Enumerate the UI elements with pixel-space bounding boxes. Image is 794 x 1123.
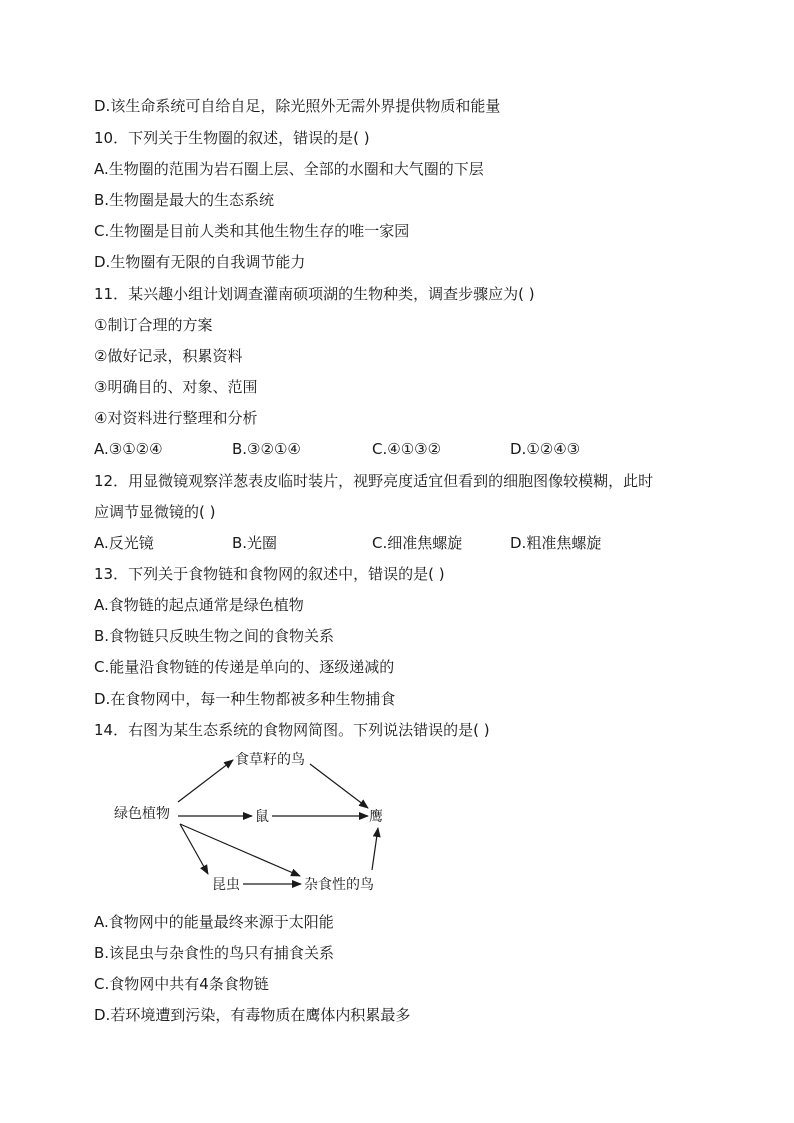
arrow-plant-to-seed-bird xyxy=(178,760,233,802)
q13-option-d: D.在食物网中，每一种生物都被多种生物捕食 xyxy=(94,690,396,708)
q10-option-a: A.生物圈的范围为岩石圈上层、全部的水圈和大气圈的下层 xyxy=(94,160,484,178)
q13-option-c: C.能量沿食物链的传递是单向的、逐级递减的 xyxy=(94,658,395,676)
q14-option-a: A.食物网中的能量最终来源于太阳能 xyxy=(94,913,334,931)
arrow-omni-bird-to-eagle xyxy=(372,828,378,870)
q13-option-a: A.食物链的起点通常是绿色植物 xyxy=(94,596,304,614)
q11-stem: 11．某兴趣小组计划调查灌南硕项湖的生物种类，调查步骤应为( ) xyxy=(94,285,535,303)
q11-option-c: C.④①③② xyxy=(372,440,442,458)
node-green-plant: 绿色植物 xyxy=(114,806,170,822)
q10-option-b: B.生物圈是最大的生态系统 xyxy=(94,191,275,209)
q10-option-c: C.生物圈是目前人类和其他生物生存的唯一家园 xyxy=(94,222,410,240)
q13-stem: 13．下列关于食物链和食物网的叙述中，错误的是( ) xyxy=(94,565,445,583)
q11-option-d: D.①②④③ xyxy=(510,440,581,458)
q14-stem: 14．右图为某生态系统的食物网简图。下列说法错误的是( ) xyxy=(94,721,490,739)
q11-option-b: B.③②①④ xyxy=(232,440,301,458)
q13-option-b: B.食物链只反映生物之间的食物关系 xyxy=(94,627,335,645)
q11-option-a: A.③①②④ xyxy=(94,440,163,458)
node-eagle: 鹰 xyxy=(369,809,383,825)
q11-step-4: ④对资料进行整理和分析 xyxy=(94,409,258,427)
q12-stem-line2: 应调节显微镜的( ) xyxy=(94,503,216,521)
node-mouse: 鼠 xyxy=(255,809,269,825)
q11-step-2: ②做好记录，积累资料 xyxy=(94,347,243,365)
q12-option-b: B.光圈 xyxy=(232,534,278,552)
arrow-plant-to-insect xyxy=(180,824,208,874)
q14-option-b: B.该昆虫与杂食性的鸟只有捕食关系 xyxy=(94,944,335,962)
q14-option-d: D.若环境遭到污染，有毒物质在鹰体内积累最多 xyxy=(94,1006,411,1024)
food-web-diagram xyxy=(100,740,400,900)
node-seed-eating-bird: 食草籽的鸟 xyxy=(235,752,305,768)
q12-option-d: D.粗准焦螺旋 xyxy=(510,534,602,552)
q10-option-d: D.生物圈有无限的自我调节能力 xyxy=(94,253,306,271)
arrow-plant-to-omni-bird xyxy=(180,824,300,876)
node-omnivorous-bird: 杂食性的鸟 xyxy=(304,877,374,893)
q12-option-a: A.反光镜 xyxy=(94,534,154,552)
arrow-seed-bird-to-eagle xyxy=(310,764,368,808)
q12-stem-line1: 12．用显微镜观察洋葱表皮临时装片，视野亮度适宜但看到的细胞图像较模糊，此时 xyxy=(94,472,654,490)
q10-stem: 10．下列关于生物圈的叙述，错误的是( ) xyxy=(94,129,370,147)
q12-option-c: C.细准焦螺旋 xyxy=(372,534,463,552)
q14-option-c: C.食物网中共有4条食物链 xyxy=(94,975,269,993)
q11-step-1: ①制订合理的方案 xyxy=(94,316,213,334)
q9-option-d: D.该生命系统可自给自足，除光照外无需外界提供物质和能量 xyxy=(94,97,501,115)
node-insect: 昆虫 xyxy=(212,877,240,893)
q11-step-3: ③明确目的、对象、范围 xyxy=(94,378,258,396)
